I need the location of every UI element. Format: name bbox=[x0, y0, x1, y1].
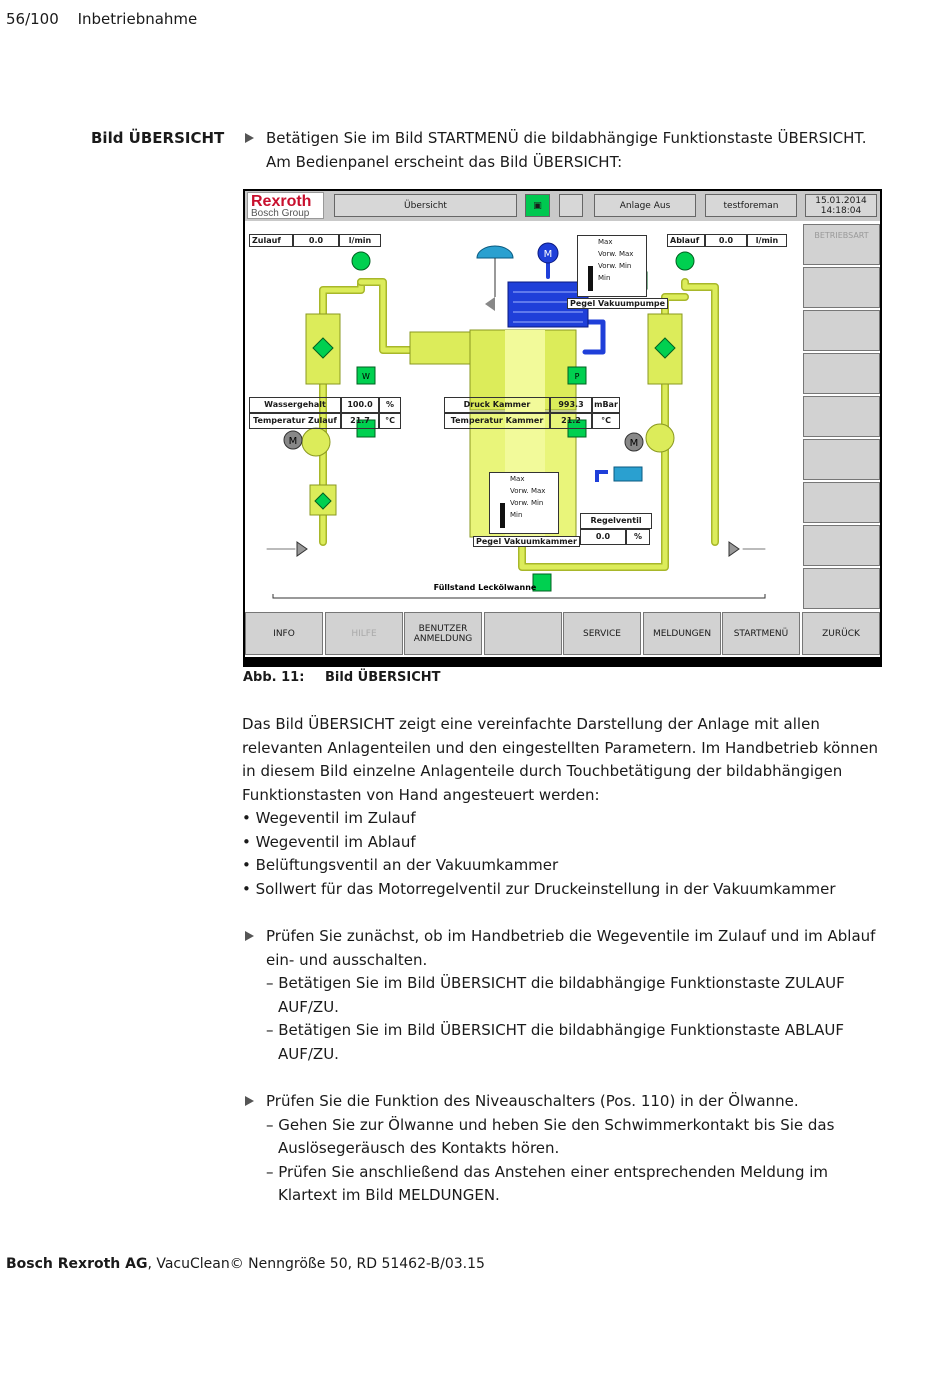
date: 15.01.2014 bbox=[815, 196, 867, 206]
service-button[interactable]: SERVICE bbox=[563, 612, 641, 655]
sensor-w-label: W bbox=[362, 372, 370, 381]
figure-caption bbox=[243, 670, 441, 685]
intro-line-2: Am Bedienpanel erscheint das Bild ÜBERSICHT: bbox=[266, 152, 623, 171]
motor-zulauf-label: M bbox=[288, 436, 298, 447]
section-title: Inbetriebnahme bbox=[77, 10, 198, 28]
plant-status: Anlage Aus bbox=[594, 194, 696, 217]
bullet-item: • Wegeventil im Ablauf bbox=[242, 832, 416, 851]
zulauf-box: Zulauf 0.0 l/min bbox=[249, 234, 381, 247]
right-button-2[interactable] bbox=[803, 267, 880, 308]
pipe-right bbox=[685, 282, 715, 542]
left-values-table: Wassergehalt 100.0 % Temperatur Zulauf 21.7 °C bbox=[249, 397, 401, 429]
date-time bbox=[805, 194, 877, 217]
page-header bbox=[6, 10, 197, 28]
level-bar-pump bbox=[588, 266, 593, 291]
pipe-right-inner bbox=[685, 282, 715, 542]
page-number: 56/100 bbox=[6, 10, 59, 28]
pegel-vakuumpumpe-label: Pegel Vakuumpumpe bbox=[567, 298, 668, 309]
ablauf-value[interactable]: 0.0 bbox=[705, 234, 747, 247]
figure-number: Abb. 11: bbox=[243, 670, 305, 685]
control-valve-pipe bbox=[595, 472, 608, 480]
pipe-left-chamber-inner bbox=[361, 282, 415, 350]
vent-valve-body bbox=[485, 297, 495, 311]
pipe-left-chamber bbox=[361, 282, 415, 350]
benutzer-anmeldung-button[interactable]: BENUTZER ANMELDUNG bbox=[404, 612, 482, 655]
empty-button[interactable] bbox=[484, 612, 562, 655]
zulauf-value[interactable]: 0.0 bbox=[293, 234, 339, 247]
pump-zulauf-icon bbox=[302, 428, 330, 456]
footer-doc: , VacuClean© Nenngröße 50, RD 51462-B/03.15 bbox=[147, 1256, 485, 1272]
step-3: Prüfen Sie die Funktion des Niveauschalters (Pos. 110) in der Ölwanne. – Gehen Sie zur Ölwanne und heben Sie den Schwimmerkontakt bis Sie das Auslösegeräusch des Kontakts hören. – Prüfen Sie anschließend das Anstehen einer entsprechenden Meldung im Klartext im Bild MELDUNGEN. bbox=[245, 1090, 834, 1208]
level-indicator-chamber: Max Vorw. Max Vorw. Min Min bbox=[489, 472, 559, 534]
outlet-valve-icon[interactable] bbox=[729, 542, 739, 556]
step-arrow-icon bbox=[245, 931, 254, 941]
intro-line-1: Betätigen Sie im Bild STARTMENÜ die bildabhängige Funktionstaste ÜBERSICHT. bbox=[266, 129, 867, 147]
hmi-screenshot bbox=[243, 189, 882, 667]
motor-ablauf-label: M bbox=[629, 438, 639, 449]
hmi-inner bbox=[245, 191, 880, 657]
regelventil-value[interactable]: 0.0 bbox=[580, 529, 626, 545]
sensor-p-label: P bbox=[574, 372, 580, 381]
bullet-item: • Belüftungsventil an der Vakuumkammer bbox=[242, 856, 559, 874]
hilfe-button[interactable]: HILFE bbox=[325, 612, 403, 655]
valve-ablauf-icon[interactable] bbox=[676, 252, 694, 270]
footer-company: Bosch Rexroth AG bbox=[6, 1256, 148, 1272]
ablauf-box: Ablauf 0.0 l/min bbox=[667, 234, 787, 247]
chamber-values-table: Druck Kammer 993.3 mBar Temperatur Kammer 21.2 °C bbox=[444, 397, 620, 429]
regelventil-box: Regelventil 0.0 % bbox=[580, 513, 652, 545]
logo-brand: Rexroth bbox=[251, 193, 312, 210]
hmi-titlebar bbox=[245, 191, 880, 221]
user-name: testforeman bbox=[705, 194, 797, 217]
description bbox=[242, 713, 882, 901]
rexroth-logo bbox=[247, 192, 324, 219]
info-button[interactable]: INFO bbox=[245, 612, 323, 655]
machine-icon[interactable]: ▣ bbox=[525, 194, 550, 217]
pegel-vakuumkammer-label: Pegel Vakuumkammer bbox=[473, 536, 580, 547]
right-button-6[interactable] bbox=[803, 439, 880, 480]
status-box-empty bbox=[559, 194, 583, 217]
inlet-valve-icon[interactable] bbox=[297, 542, 307, 556]
right-button-4[interactable] bbox=[803, 353, 880, 394]
meldungen-button[interactable]: MELDUNGEN bbox=[643, 612, 721, 655]
vent-valve-icon bbox=[477, 246, 513, 258]
side-label: Bild ÜBERSICHT bbox=[91, 129, 225, 147]
level-bar-chamber bbox=[500, 503, 505, 528]
right-button-9[interactable] bbox=[803, 568, 880, 609]
bullet-item: • Wegeventil im Zulauf bbox=[242, 809, 416, 827]
pump-ablauf-icon bbox=[646, 424, 674, 452]
right-button-8[interactable] bbox=[803, 525, 880, 566]
level-indicator-pump: Max Vorw. Max Vorw. Min Min bbox=[577, 235, 647, 297]
right-button-3[interactable] bbox=[803, 310, 880, 351]
description-text: Das Bild ÜBERSICHT zeigt eine vereinfachte Darstellung der Anlage mit allen relevanten Anlagenteilen und den eingestellten Parametern. Im Handbetrieb können in diesem Bild einzelne Anlagenteile durch Touchbetätigung der bildabhängigen Funktionstasten von Hand angesteuert werden: bbox=[242, 715, 879, 804]
step-arrow-icon bbox=[245, 1096, 254, 1106]
intro-step bbox=[245, 127, 867, 174]
heater bbox=[410, 332, 470, 364]
startmenue-button[interactable]: STARTMENÜ bbox=[722, 612, 800, 655]
pump-motor-label: M bbox=[543, 249, 553, 260]
zurueck-button[interactable]: ZURÜCK bbox=[802, 612, 880, 655]
pipe-left-top bbox=[323, 282, 361, 317]
figure-title: Bild ÜBERSICHT bbox=[325, 670, 441, 685]
screen-title: Übersicht bbox=[334, 194, 517, 217]
step-arrow-icon bbox=[245, 133, 254, 143]
right-button-7[interactable] bbox=[803, 482, 880, 523]
right-button-5[interactable] bbox=[803, 396, 880, 437]
betriebsart-button[interactable]: BETRIEBSART bbox=[803, 224, 880, 265]
control-valve-icon[interactable] bbox=[614, 467, 642, 481]
oil-pan-line bbox=[273, 594, 765, 598]
bullet-item: • Sollwert für das Motorregelventil zur Druckeinstellung in der Vakuumkammer bbox=[242, 879, 836, 898]
logo-group: Bosch Group bbox=[251, 208, 310, 219]
step-2: Prüfen Sie zunächst, ob im Handbetrieb die Wegeventile im Zulauf und im Ablauf ein- und ausschalten. – Betätigen Sie im Bild ÜBERSICHT die bildabhängige Funktionstaste ZULAUF AUF/ZU. – Betätigen Sie im Bild ÜBERSICHT die bildabhängige Funktionstaste ABLAUF AUF/ZU. bbox=[245, 925, 875, 1066]
valve-zulauf-icon[interactable] bbox=[352, 252, 370, 270]
fill-level-label: Füllstand Leckölwanne bbox=[433, 583, 537, 592]
time: 14:18:04 bbox=[820, 206, 862, 216]
page-footer bbox=[6, 1256, 485, 1272]
